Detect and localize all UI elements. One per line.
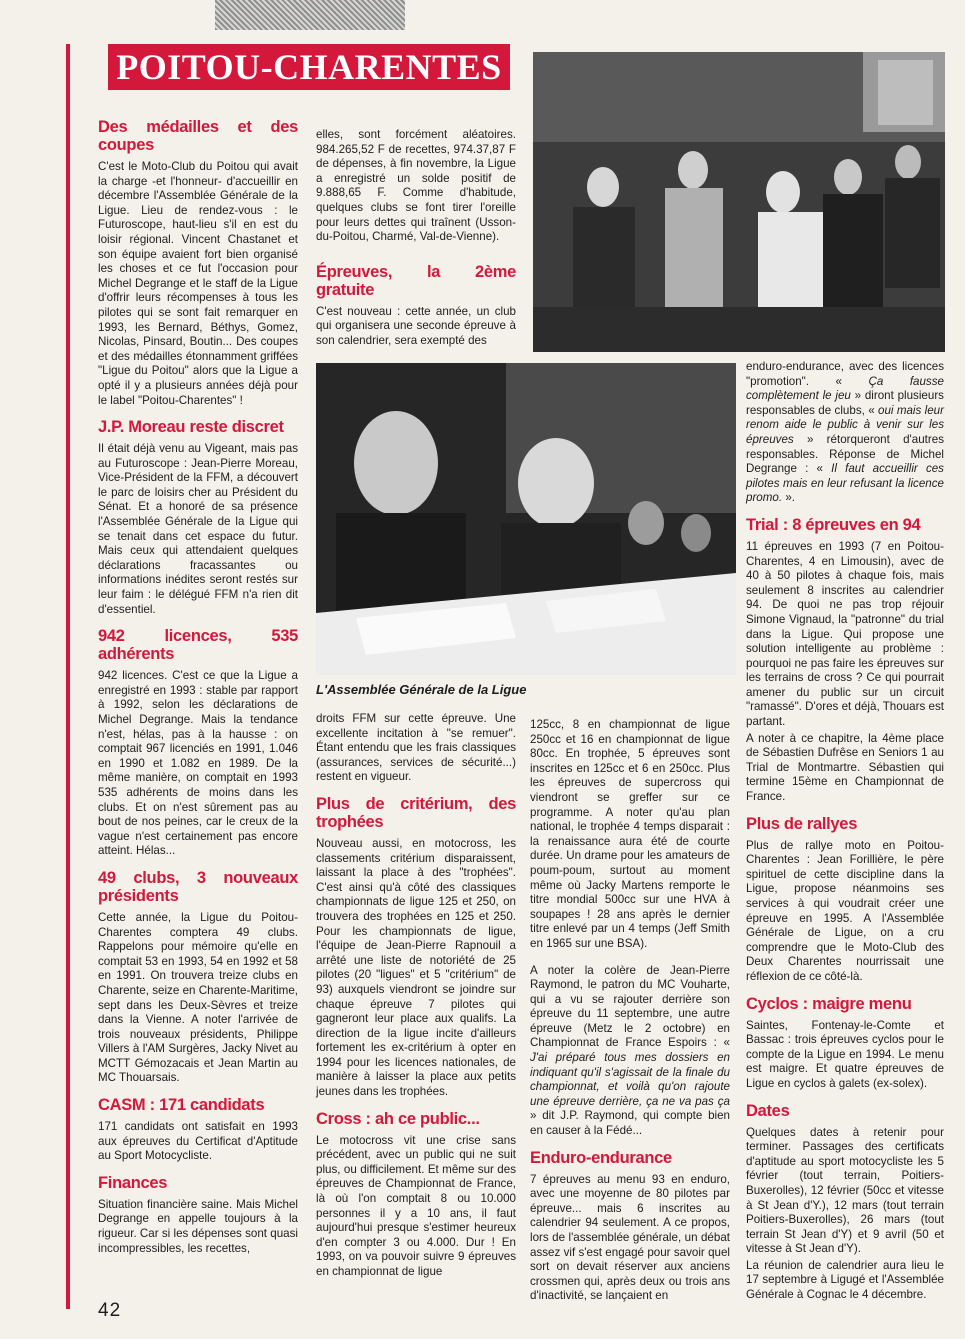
para-casm: 171 candidats ont satisfait en 1993 aux épreuves du Certificat d'Aptitude au Sport Motocycliste.: [98, 1120, 298, 1163]
banner-texture: [215, 0, 405, 30]
enduro-text-c: » rétorqueront d'autres responsables. Réponse de Michel Degrange : «: [746, 432, 944, 476]
photo-audience: [533, 52, 945, 352]
heading-epreuves: Épreuves, la 2ème gratuite: [316, 262, 516, 299]
para-droits: droits FFM sur cette épreuve. Une excellente incitation à "se remuer". Étant entendu que les frais classiques (assurances, services de sécurité...) restent en vigueur.: [316, 712, 516, 784]
column-2-top: [316, 128, 516, 351]
para-enduro: 7 épreuves au menu 93 en enduro, avec une moyenne de 80 pilotes par épreuve... mais 6 inscrites au calendrier 94 seulement. A ce propos, lors de l'assemblée générale, un débat assez vif s'est engagé pour savoir quel sort on devait réserver aux anciens crossmen qui, après deux ou trois ans d'inactivité, se lançaient en: [530, 1172, 730, 1303]
para-cyclos: Saintes, Fontenay-le-Comte et Bassac : trois épreuves cyclos pour le compte de la Ligue en 1994. Le menu est maigre. Et quatre épreuves de Ligue en cyclos à galets (ex-solex).: [746, 1018, 944, 1090]
section-banner: [108, 44, 510, 90]
column-4: [746, 360, 944, 1305]
para-trial-2: A noter à ce chapitre, la 4ème place de Sébastien Dufrêse en Seniors 1 au Trial de Montmartre. Sébastien qui termine 15ème en Championnat de France.: [746, 731, 944, 804]
heading-moreau: J.P. Moreau reste discret: [98, 418, 284, 437]
heading-trial: Trial : 8 épreuves en 94: [746, 515, 921, 534]
raymond-text-b: » dit J.P. Raymond, qui compte bien en causer à la Fédé...: [530, 1109, 730, 1138]
margin-bar: [66, 44, 70, 1309]
para-raymond: [530, 964, 730, 1139]
para-enduro-cont: [746, 360, 944, 506]
raymond-quote: J'ai préparé tous mes dossiers en indiquant qu'il s'agissait de la finale du championnat, et voilà qu'on rajoute une épreuve derrière, ça ne va pas ça: [530, 1051, 730, 1108]
heading-cross: Cross : ah ce public...: [316, 1109, 480, 1128]
enduro-text-b: » diront plusieurs responsables de clubs, «: [746, 389, 944, 417]
para-cross: Le motocross vit une crise sans précédent, avec un public qui ne suit plus, ou difficilement. Et même sur des épreuves de Championnat de France, là où l'on comptait 8 ou 10.000 personnes il y a 10 ans, il faut aujourd'hui presque s'estimer heureux d'en compter 3 ou 4.000. Dur ! En 1993, on va pouvoir suivre 9 épreuves en championnat de ligue: [316, 1133, 516, 1278]
heading-rallyes: Plus de rallyes: [746, 814, 858, 833]
enduro-quote-3: Il faut accueillir ces pilotes mais en leur refusant la licence promo.: [746, 462, 944, 505]
para-trial: 11 épreuves en 1993 (7 en Poitou-Charentes, 4 en Limousin), avec de 40 à 50 pilotes à chaque fois, mais seulement 8 inscrites au calendrier 94. De quoi ne pas trop réjouir Simone Vignaud, la "patronne" du trial dans la Ligue. Qui propose une solution intelligente au problème : pourquoi ne pas faire les épreuves sur les terrains de cross ? Ce qui pourrait amener du public sur un circuit "ramassé". D'ores et déjà, Thouars est partant.: [746, 539, 944, 729]
heading-enduro: Enduro-endurance: [530, 1148, 672, 1167]
para-epreuves: C'est nouveau : cette année, un club qui organisera une seconde épreuve à son calendrier, sera exempté des: [316, 304, 516, 347]
enduro-text-d: ».: [785, 491, 795, 505]
heading-cyclos: Cyclos : maigre menu: [746, 994, 912, 1013]
enduro-text-a: enduro-endurance, avec des licences "promotion". «: [746, 360, 944, 388]
para-finances: Situation financière saine. Mais Michel Degrange en appelle toujours à la rigueur. Car si les dépenses sont quasi incompressibles, les recettes,: [98, 1197, 298, 1255]
para-dates-2: La réunion de calendrier aura lieu le 17 septembre à Ligugé et l'Assemblée Générale à Cognac le 4 décembre.: [746, 1258, 944, 1302]
para-rallyes: Plus de rallye moto en Poitou-Charentes : Jean Forillière, le père spirituel de cette discipline dans la Ligue, propose néanmoins ses services à qui voudrait créer une épreuve en 1995. A l'Assemblée Générale de Ligue, on a cru comprendre que le Moto-Club des Deux Charentes nourrissait une réflexion de ce côté-là.: [746, 838, 944, 983]
raymond-text-a: A noter la colère de Jean-Pierre Raymond, le patron du MC Vouharte, qui a vu se rajouter derrière son épreuve du 11 septembre, une autre épreuve (Metz le 2 octobre) en Championnat de France Espoirs : «: [530, 963, 730, 1050]
banner-title: POITOU-CHARENTES: [116, 47, 502, 87]
heading-criterium: Plus de critérium, des trophées: [316, 794, 516, 831]
heading-licences: 942 licences, 535 adhérents: [98, 627, 298, 664]
photo-caption: L'Assemblée Générale de la Ligue: [316, 682, 527, 697]
heading-clubs: 49 clubs, 3 nouveaux présidents: [98, 868, 298, 905]
para-criterium: Nouveau aussi, en motocross, les classements critérium disparaissent, laissant la place à des "trophées". C'est ainsi qu'à côté des classiques championnats de ligue 125 et 250, on trouvera des trophées en 125 et 250. Pour les championnats de ligue, l'équipe de Jean-Pierre Rapnouil a arrêté une liste de notoriété de 25 pilotes (20 "ligues" et 5 "critérium" de 93) auxquels viendront se joindre sur chaque épreuve 7 pilotes qui gagneront leur place aux qualifs. La direction de la ligue incite d'ailleurs fortement les ex-critérium à opter en 1994 pour les licences nationales, de manière à laisser la place aux petits jeunes dans les trophées.: [316, 836, 516, 1099]
para-championnat: 125cc, 8 en championnat de ligue 250cc et 16 en championnat de ligue 80cc. En trophée, 5 épreuves sont inscrites en 125cc et 6 en 250cc. Plus les épreuves de supercross qui viendront se greffer sur ce programme. A noter qu'au plan national, le trophée 4 temps disparait : la renaissance aura été de courte durée. Un drame pour les amateurs de poum-poum, surtout au moment même où Jacky Martens remporte le titre mondial 500cc sur une HVA à soupapes ! 28 ans après le dernier titre enlevé par un 4 temps (Jeff Smith en 1965 sur une BSA).: [530, 718, 730, 950]
heading-finances: Finances: [98, 1173, 168, 1192]
para-dates: Quelques dates à retenir pour terminer. Passages des certificats d'aptitude au sport motocycliste les 5 février (tout terrain, Poitiers-Buxerolles), 12 février (50cc et vitesse à St Jean d'Y.), 12 mars (tout terrain Poitiers-Buxerolles), 26 mars (tout terrain St Jean d'Y) et 9 avril (50 et vitesse à St Jean d'Y).: [746, 1125, 944, 1256]
para-moreau: Il était déjà venu au Vigeant, mais pas au Futuroscope : Jean-Pierre Moreau, Vice-Président de la FFM, a découvert le parc de loisirs cher au Président du Sénat. Et a honoré de sa présence l'Assemblée Générale de la Ligue qui se tenait dans cet espace du futur. Mais ceux qui attendaient quelques déclarations fracassantes ou informations inédites seront restés sur leur faim : le délégué FFM n'a rien dit d'essentiel.: [98, 442, 298, 616]
photo-assembly: [316, 363, 736, 675]
enduro-quote-1: Ça fausse complètement le jeu: [746, 374, 944, 403]
enduro-quote-2: oui mais leur renom aide le public à venir sur les épreuves: [746, 403, 944, 446]
heading-medailles: Des médailles et des coupes: [98, 118, 298, 154]
heading-casm: CASM : 171 candidats: [98, 1096, 265, 1115]
column-2: [316, 712, 516, 1282]
para-licences: 942 licences. C'est ce que la Ligue a enregistré en 1993 : stable par rapport à 1992, selon les déclarations de Michel Degrange. Mais la tendance n'est, hélas, pas à la hausse : on comptait 967 licenciés en 1991, 1.046 en 1990 et 1.082 en 1989. De la même manière, on comptait en 1993 535 adhérents de moins dans les clubs. Et on n'est sûrement pas au bout de nos peines, car le creux de la vague n'est certainement pas encore atteint. Hélas...: [98, 669, 298, 858]
column-1: [98, 118, 298, 1258]
para-clubs: Cette année, la Ligue du Poitou-Charentes comptera 49 clubs. Rappelons pour mémoire qu'elle en comptait 53 en 1993, 54 en 1992 et 58 en 1991. On trouvera treize clubs en Charente, seize en Charente-Maritime, sept dans les Deux-Sèvres et treize dans la Vienne. A noter l'arrivée de trois nouveaux présidents, Philippe Villers à l'AM Surgères, Jacky Nivet au MCTT Gémozacais et Jean Martin au MC Thouarsais.: [98, 910, 298, 1085]
para-medailles: C'est le Moto-Club du Poitou qui avait la charge -et l'honneur- d'accueillir en décembre l'Assemblée Générale de la Ligue. Lieu de rendez-vous : le Futuroscope, haut-lieu s'il en est du loisir régional. Vincent Chastanet et son équipe avaient fort bien organisé les choses et ce fut l'occasion pour Michel Degrange et le staff de la Ligue d'offrir leurs récompenses à tous les pilotes qui se sont fait remarquer en 1993, les Bernard, Béthys, Gomez, Nicolas, Pinsard, Boutin... Des coupes et des médailles étonnamment griffées "Ligue du Poitou" alors que la Ligue a opté il y a plusieurs années déjà pour le label "Poitou-Charentes" !: [98, 160, 298, 407]
para-finances-cont: elles, sont forcément aléatoires. 984.265,52 F de recettes, 974.37,87 F de dépenses, à fin novembre, la Ligue a enregistré un solde positif de 9.888,65 F. Comme d'habitude, quelques clubs se font tirer l'oreille pour leurs dettes qui traînent (Usson-du-Poitou, Charmé, Val-de-Vienne).: [316, 128, 516, 244]
page-number: 42: [98, 1300, 122, 1321]
column-3: [530, 718, 730, 1306]
heading-dates: Dates: [746, 1101, 790, 1120]
